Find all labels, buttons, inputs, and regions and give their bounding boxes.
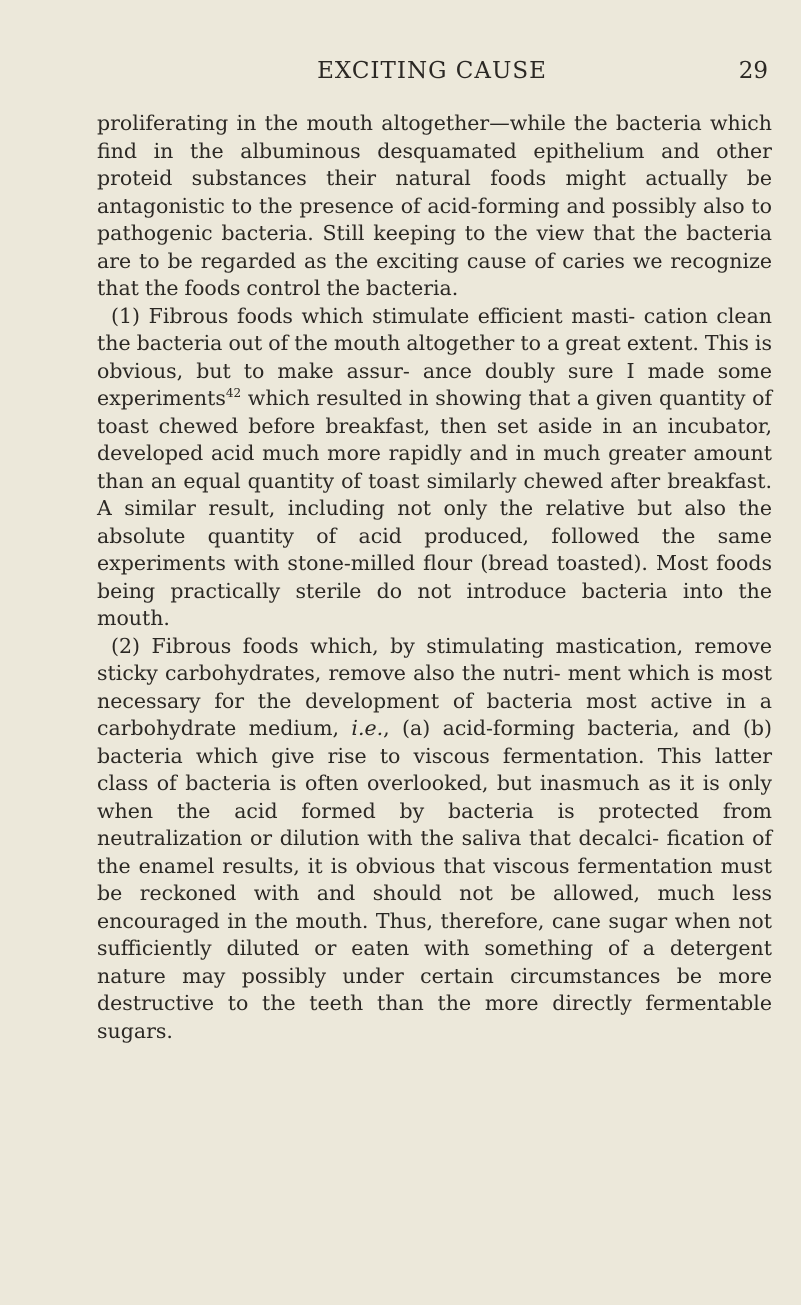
running-head: EXCITING CAUSE — [317, 58, 547, 84]
paragraph-text: (1) Fibrous foods which stimulate efficient masti- cation clean the bacteria out of the mouth altogether to a great extent. This is obvious, but to make assur- ance doubly sure I made some experiments — [97, 303, 772, 410]
page-number: 29 — [738, 58, 768, 84]
paragraph-text: , (a) acid-forming bacteria, and (b) bacteria which give rise to viscous fermentation. This latter class of bacteria is often overlooked, but inasmuch as it is only when the acid formed by bacteria is protected from neutralization or dilution with the saliva that decalci- fication of the enamel results, it is obvious that viscous fermentation must be reckoned with and should not be allowed, much less encouraged in the mouth. Thus, therefore, cane sugar when not sufficiently diluted or eaten with something of a detergent nature may possibly under certain circumstances be more destructive to the teeth than the more directly fermentable sugars. — [97, 716, 772, 1043]
footnote-reference: 42 — [225, 386, 242, 401]
paragraph-continuation: proliferating in the mouth altogether—while the bacteria which find in the albuminous desquamated epithelium and other proteid substances their natural foods might actually be antagonistic to the presence of acid-forming and possibly also to pathogenic bacteria. Still keeping to the view that the bacteria are to be regarded as the exciting cause of caries we recognize that the foods control the bacteria. — [97, 111, 772, 300]
paragraph-fibrous-foods-1 — [97, 303, 772, 633]
paragraph-text: which resulted in showing that a given quantity of toast chewed before breakfast, then set aside in an incubator, developed acid much more rapidly and in much greater amount than an equal quantity of toast similarly chewed after breakfast. A similar result, including not only the relative but also the absolute quantity of acid produced, followed the same experiments with stone-milled flour (bread toasted). Most foods being practically sterile do not introduce bacteria into the mouth. — [97, 386, 772, 630]
italic-ie: i.e. — [351, 716, 384, 740]
paragraph-text: (2) Fibrous foods which, by stimulating mastication, remove sticky carbohydrates, remove also the nutri- ment which is most necessary for the development of bacteria most active in a carbohydrate medium, — [97, 633, 772, 740]
page-header — [96, 58, 768, 88]
paragraph-fibrous-foods-2 — [97, 633, 772, 1046]
body-text — [97, 110, 772, 1045]
